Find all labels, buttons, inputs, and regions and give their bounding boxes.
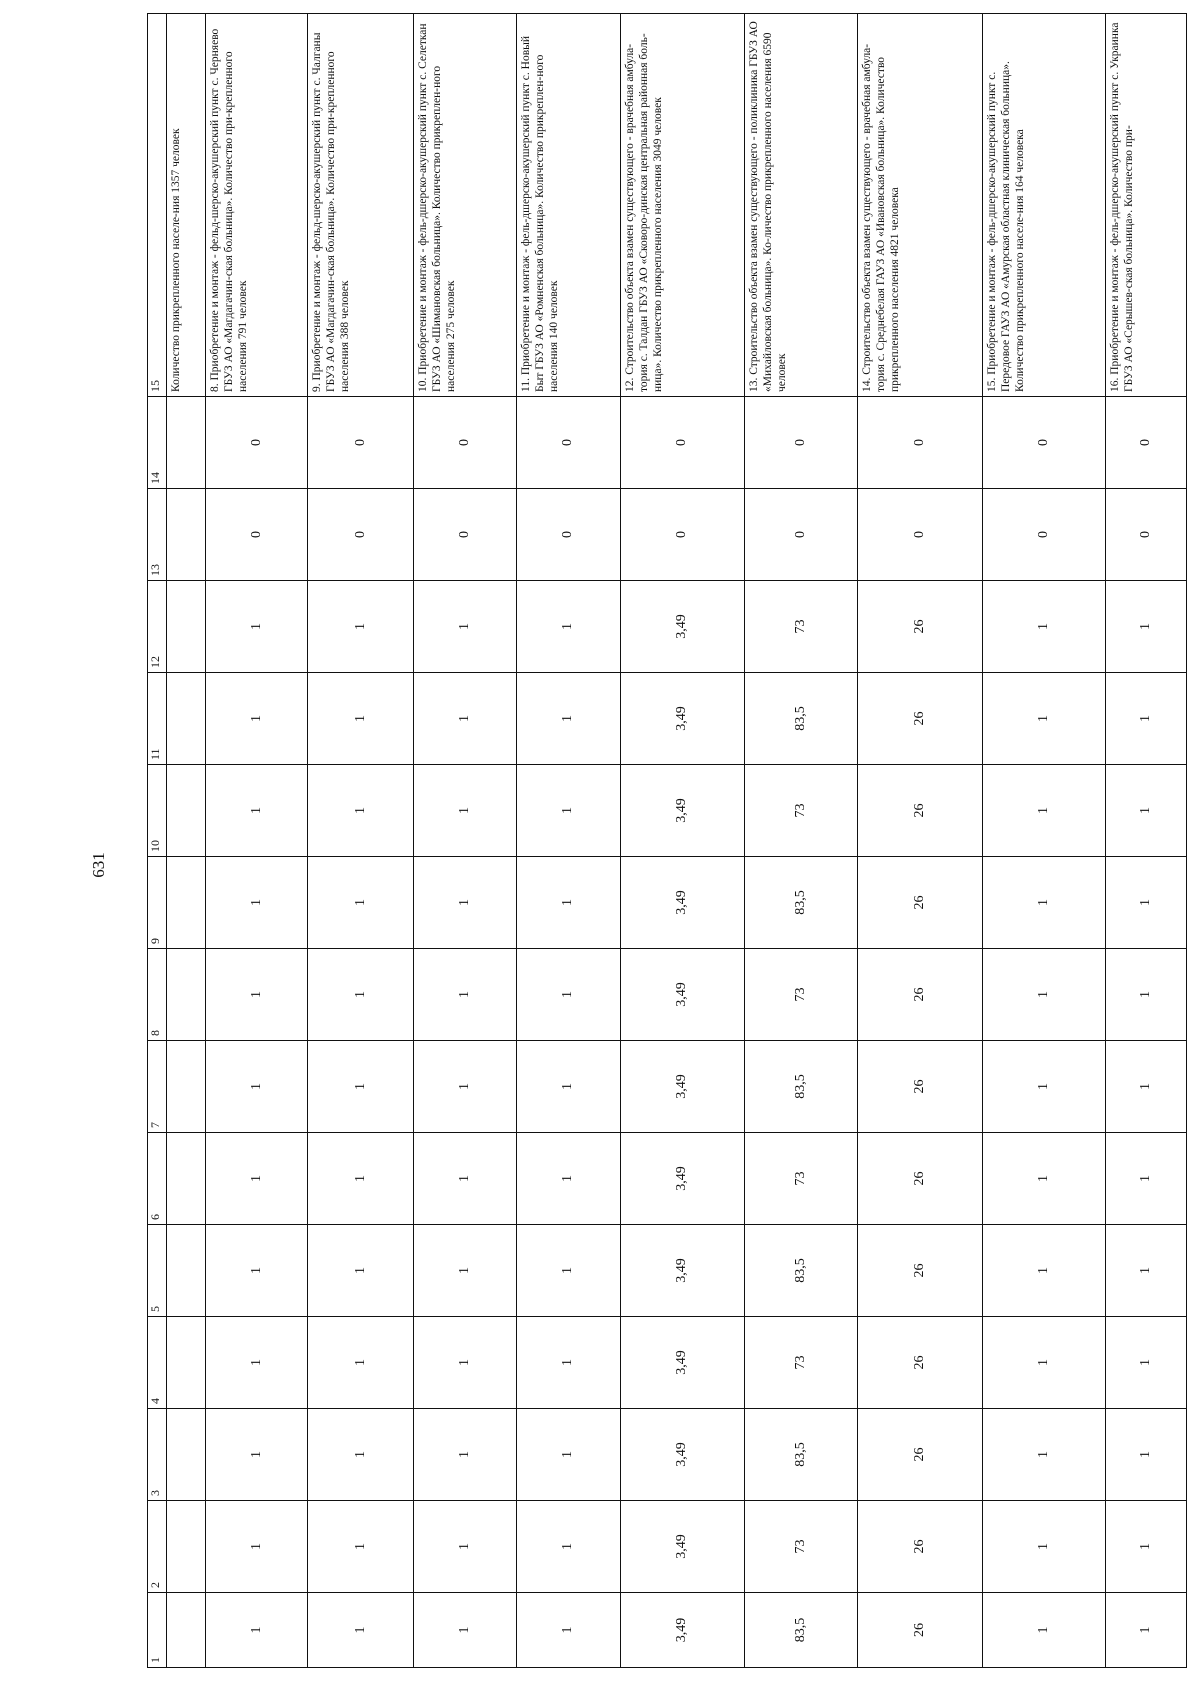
table-cell: 1 [1106,1593,1187,1668]
table-cell: 73 [745,1501,858,1593]
description-cell: Количество прикрепленного населе-ния 1357 человек [167,14,206,397]
table-cell: 1 [413,1133,516,1225]
table-cell: 26 [858,1133,983,1225]
table-cell: 1 [308,1593,414,1668]
column-header: 15 [148,14,167,397]
table-cell: 3,49 [620,949,745,1041]
table-cell: 0 [308,397,414,489]
description-cell: 9. Приобретение и монтаж - фельд-шерско-акушерский пункт с. Чалганы ГБУЗ АО «Магдагачин-ская больница». Количество при-крепленного населения 388 человек [308,14,414,397]
column-header: 4 [148,1317,167,1409]
column-header: 13 [148,489,167,581]
table-row [982,14,1105,1668]
column-header: 9 [148,857,167,949]
table-row [1106,14,1187,1668]
table-cell: 1 [206,1133,308,1225]
table-cell: 3,49 [620,1041,745,1133]
table-cell: 1 [206,949,308,1041]
table-cell: 0 [517,397,620,489]
description-cell: 12. Строительство объекта взамен существующего - врачебная амбула-тория с. Талдан ГБУЗ АО «Сковоро-динская центральная районная боль-ница». Количество прикрепленного населения 3049 человек [620,14,745,397]
table-cell: 0 [858,489,983,581]
table-cell: 73 [745,765,858,857]
table-row [517,14,620,1668]
table-row [308,14,414,1668]
table-cell: 1 [517,765,620,857]
table-cell: 1 [413,857,516,949]
table-cell: 3,49 [620,1501,745,1593]
table-cell: 1 [1106,1133,1187,1225]
description-cell: 15. Приобретение и монтаж - фель-дшерско-акушерский пункт с. Передовое ГАУЗ АО «Амурская областная клиническая больница». Количество прикрепленного населе-ния 164 человека [982,14,1105,397]
column-header: 2 [148,1501,167,1593]
table-cell: 1 [308,1317,414,1409]
table-cell [167,1317,206,1409]
table-cell: 73 [745,949,858,1041]
table-cell [167,1041,206,1133]
table-cell: 1 [1106,581,1187,673]
table-cell: 1 [982,1041,1105,1133]
table-cell: 0 [308,489,414,581]
table-cell: 3,49 [620,857,745,949]
table-cell: 1 [982,1409,1105,1501]
column-header: 12 [148,581,167,673]
table-row [206,14,308,1668]
table-cell [167,1409,206,1501]
table-cell: 0 [206,397,308,489]
column-header: 3 [148,1409,167,1501]
table-cell: 26 [858,1317,983,1409]
table-cell: 26 [858,1501,983,1593]
table-cell: 26 [858,765,983,857]
description-cell: 14. Строительство объекта взамен существующего - врачебная амбула-тория с. Среднебелая ГАУЗ АО «Ивановская больница». Количество прикрепленного населения 4821 человека [858,14,983,397]
table-cell: 1 [206,581,308,673]
table-cell: 1 [206,857,308,949]
table-cell: 3,49 [620,1317,745,1409]
column-header: 5 [148,1225,167,1317]
table-cell: 1 [308,673,414,765]
table-cell: 1 [517,1593,620,1668]
table-cell: 1 [413,949,516,1041]
table-cell: 1 [413,765,516,857]
table-cell: 26 [858,673,983,765]
table-cell: 1 [517,673,620,765]
rotated-table-container [147,21,1187,1668]
table-cell: 1 [413,1317,516,1409]
column-header: 1 [148,1593,167,1668]
table-cell: 1 [982,1317,1105,1409]
table-cell: 26 [858,1409,983,1501]
table-cell [167,949,206,1041]
table-cell: 1 [517,1225,620,1317]
column-header: 14 [148,397,167,489]
table-cell: 3,49 [620,1409,745,1501]
column-header: 7 [148,1041,167,1133]
table-cell: 26 [858,1593,983,1668]
table-row [620,14,745,1668]
page-number: 631 [89,852,108,878]
table-cell: 3,49 [620,1133,745,1225]
table-cell: 0 [413,397,516,489]
table-cell: 1 [1106,1317,1187,1409]
table-cell: 1 [206,1317,308,1409]
table-cell: 0 [745,489,858,581]
description-cell: 8. Приобретение и монтаж - фельд-шерско-акушерский пункт с. Черняево ГБУЗ АО «Магдагачин-ская больница». Количество при-крепленного населения 791 человек [206,14,308,397]
table-cell: 1 [206,1593,308,1668]
table-cell [167,1501,206,1593]
table-row [745,14,858,1668]
table-cell: 1 [206,765,308,857]
table-cell: 0 [620,397,745,489]
table-cell: 1 [982,1225,1105,1317]
description-cell: 10. Приобретение и монтаж - фель-дшерско-акушерский пункт с. Селеткан ГБУЗ АО «Шимановская больница». Количество прикреплен-ного населения 275 человек [413,14,516,397]
column-header: 11 [148,673,167,765]
table-cell: 1 [1106,1041,1187,1133]
table-cell: 73 [745,581,858,673]
table-cell: 0 [982,489,1105,581]
table-cell: 1 [206,1225,308,1317]
table-cell: 1 [308,1501,414,1593]
table-cell: 1 [308,857,414,949]
description-cell: 13. Строительство объекта взамен существующего - поликлиника ГБУЗ АО «Михайловская больница». Ко-личество прикрепленного населения 6590 человек [745,14,858,397]
table-cell: 26 [858,1225,983,1317]
data-table [147,13,1187,1668]
table-cell: 1 [413,581,516,673]
table-cell: 1 [982,1501,1105,1593]
column-header: 10 [148,765,167,857]
table-row [858,14,983,1668]
table-cell: 1 [413,673,516,765]
table-cell: 1 [517,1501,620,1593]
table-cell: 1 [1106,857,1187,949]
table-cell: 1 [982,1133,1105,1225]
column-header: 6 [148,1133,167,1225]
table-cell: 83,5 [745,857,858,949]
table-cell: 73 [745,1317,858,1409]
table-cell: 1 [206,673,308,765]
table-cell: 83,5 [745,1041,858,1133]
table-cell: 1 [982,1593,1105,1668]
table-cell: 3,49 [620,673,745,765]
table-row [167,14,206,1668]
table-cell: 1 [982,765,1105,857]
table-cell: 0 [206,489,308,581]
table-cell: 73 [745,1133,858,1225]
table-cell: 1 [982,949,1105,1041]
table-cell [167,857,206,949]
table-cell: 26 [858,581,983,673]
table-cell: 1 [982,857,1105,949]
table-cell: 1 [982,673,1105,765]
table-cell: 1 [413,1041,516,1133]
table-cell [167,1225,206,1317]
table-cell [167,397,206,489]
table-cell: 1 [308,765,414,857]
table-cell: 83,5 [745,1225,858,1317]
description-cell: 16. Приобретение и монтаж - фель-дшерско-акушерский пункт с. Украинка ГБУЗ АО «Серышев-ская больница». Количество при- [1106,14,1187,397]
table-cell: 1 [517,1041,620,1133]
table-cell: 0 [745,397,858,489]
table-cell: 1 [413,1593,516,1668]
table-cell: 0 [413,489,516,581]
table-cell: 1 [206,1041,308,1133]
table-cell: 1 [1106,673,1187,765]
table-cell: 1 [413,1501,516,1593]
table-cell: 3,49 [620,1593,745,1668]
table-cell [167,673,206,765]
table-cell: 1 [517,1409,620,1501]
table-cell: 1 [517,1133,620,1225]
table-cell: 3,49 [620,765,745,857]
table-cell: 1 [308,1225,414,1317]
table-cell: 0 [1106,397,1187,489]
table-cell: 26 [858,949,983,1041]
table-cell: 1 [308,1133,414,1225]
table-cell: 1 [308,949,414,1041]
table-cell: 1 [206,1409,308,1501]
table-cell [167,1133,206,1225]
table-cell: 26 [858,1041,983,1133]
table-cell [167,581,206,673]
table-cell: 0 [620,489,745,581]
table-cell: 3,49 [620,581,745,673]
table-cell: 83,5 [745,673,858,765]
table-cell [167,765,206,857]
description-cell: 11. Приобретение и монтаж - фель-дшерско-акушерский пункт с. Новый Быт ГБУЗ АО «Ромненская больница». Количество прикреплен-ного населения 140 человек [517,14,620,397]
table-cell: 1 [413,1225,516,1317]
table-cell: 1 [517,1317,620,1409]
table-cell [167,1593,206,1668]
table-cell: 1 [308,1409,414,1501]
table-cell: 1 [206,1501,308,1593]
table-cell: 0 [517,489,620,581]
table-cell: 1 [1106,1501,1187,1593]
table-row [413,14,516,1668]
table-cell: 1 [517,949,620,1041]
table-cell: 83,5 [745,1593,858,1668]
table-cell: 1 [308,1041,414,1133]
column-header: 8 [148,949,167,1041]
table-cell: 1 [1106,765,1187,857]
table-cell: 1 [517,857,620,949]
table-cell: 0 [1106,489,1187,581]
table-cell: 1 [1106,1409,1187,1501]
table-cell: 1 [517,581,620,673]
table-cell: 1 [308,581,414,673]
table-cell: 1 [1106,1225,1187,1317]
table-cell: 0 [858,397,983,489]
table-cell: 1 [1106,949,1187,1041]
table-cell [167,489,206,581]
table-cell: 26 [858,857,983,949]
header-row [148,14,167,1668]
table-cell: 83,5 [745,1409,858,1501]
table-cell: 3,49 [620,1225,745,1317]
table-body [167,14,1187,1668]
table-cell: 1 [413,1409,516,1501]
table-cell: 1 [982,581,1105,673]
table-cell: 0 [982,397,1105,489]
